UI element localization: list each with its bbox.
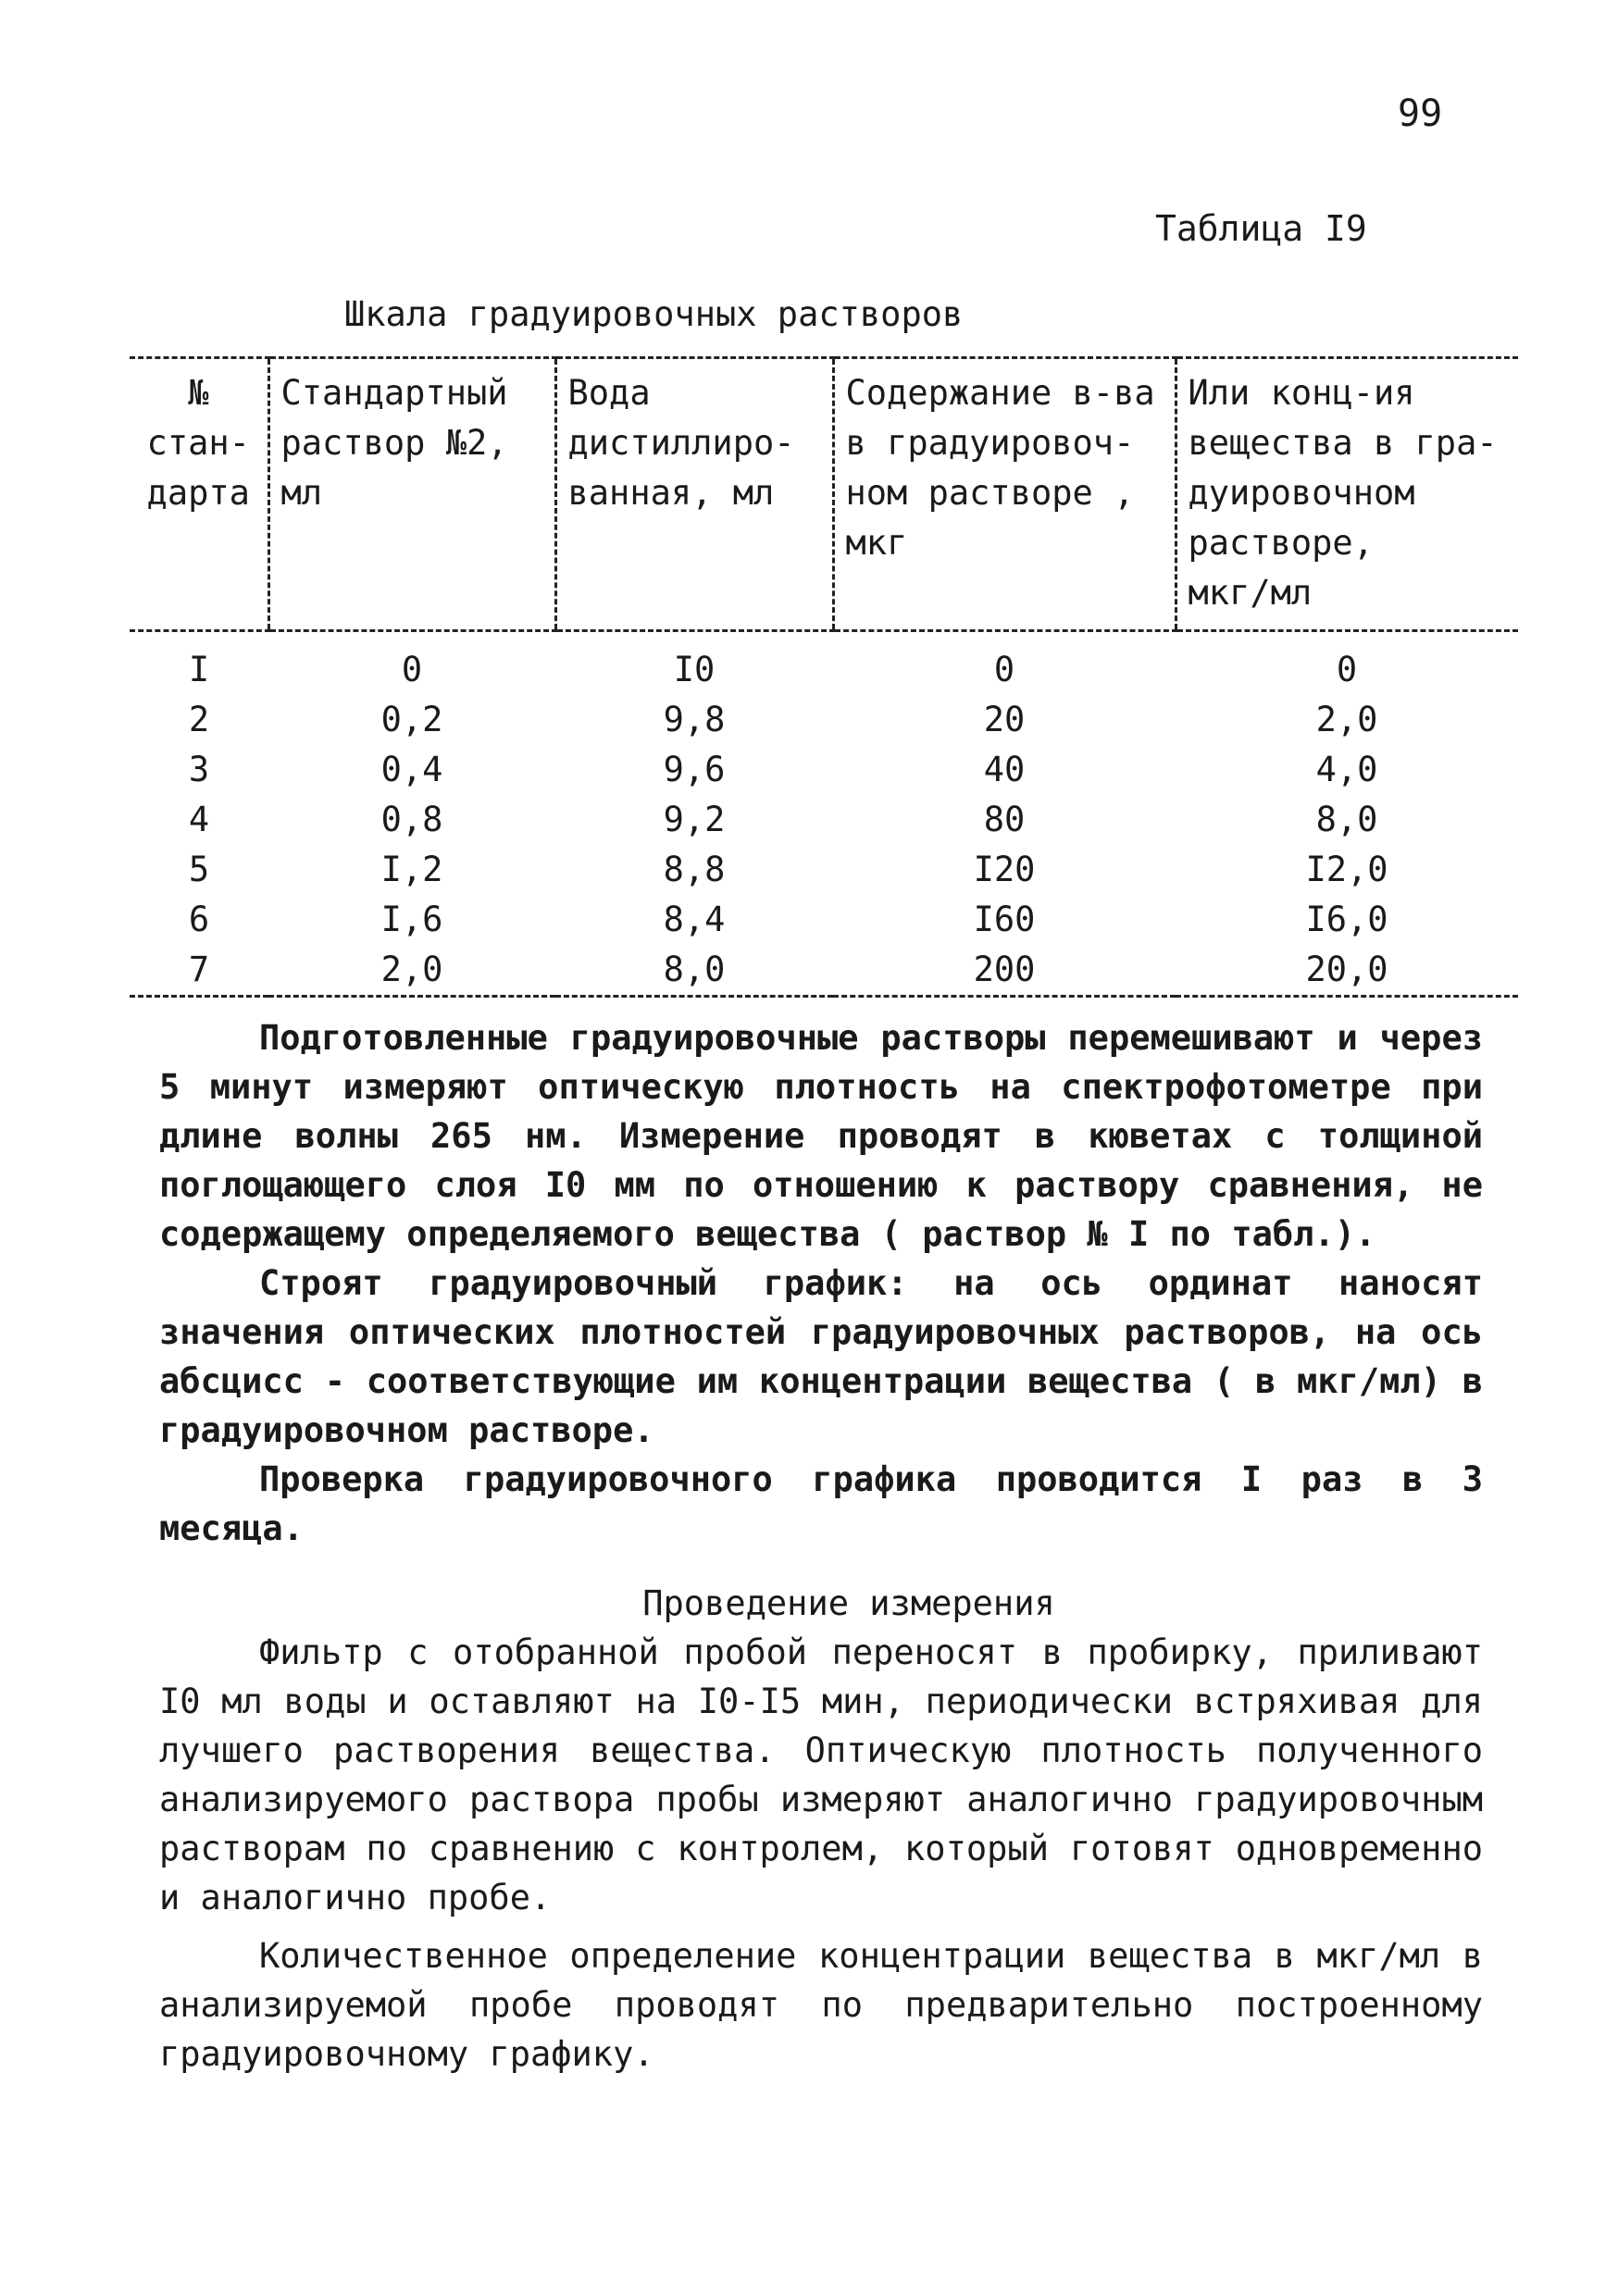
table-header-row xyxy=(130,358,1518,631)
table-cell: I,2 xyxy=(380,850,443,889)
table-cell: 40 xyxy=(983,750,1026,789)
table-cell: 200 xyxy=(833,945,1176,997)
table-cell: 0 xyxy=(401,650,423,689)
table-row xyxy=(130,631,1518,696)
paragraph: Строят градуировочный график: на ось ординат наносят значения оптических плотностей градуировочных растворов, на ось абсцисс - соответствующие им концентрации вещества ( в мкг/мл) в градуировочном растворе. xyxy=(159,1263,1483,1450)
body-text xyxy=(159,1013,1483,2079)
header-concentration: Или конц-ия вещества в гра- дуировочном растворе, мкг/мл xyxy=(1176,358,1518,631)
paragraph: Количественное определение концентрации вещества в мкг/мл в анализируемой пробе проводят по предварительно построенному градуировочному графику. xyxy=(159,1936,1483,2074)
table-label: Таблица I9 xyxy=(1155,208,1367,249)
table-cell: I20 xyxy=(973,850,1036,889)
table-cell: 2,0 xyxy=(268,945,555,997)
table-row xyxy=(130,795,1518,845)
calibration-table xyxy=(130,356,1518,998)
table-cell: 3 xyxy=(188,750,210,789)
table-cell: 9,8 xyxy=(663,700,726,739)
table-cell: 0,2 xyxy=(380,700,443,739)
table-cell: 0,4 xyxy=(380,750,443,789)
table-cell: 8,8 xyxy=(663,850,726,889)
table-cell: 4 xyxy=(188,800,210,839)
table-cell: 5 xyxy=(188,850,210,889)
table-cell: 0,8 xyxy=(380,800,443,839)
table-cell: 20,0 xyxy=(1176,945,1518,997)
table-cell: 80 xyxy=(983,800,1026,839)
table-cell: 4,0 xyxy=(1315,750,1378,789)
page-number: 99 xyxy=(1398,93,1443,135)
table-row xyxy=(130,695,1518,745)
table-cell: 8,4 xyxy=(663,900,726,939)
table-cell: I2,0 xyxy=(1305,850,1388,889)
table-cell: I0 xyxy=(673,650,716,689)
paragraph: Фильтр с отобранной пробой переносят в пробирку, приливают I0 мл воды и оставляют на I0-I5 мин, периодически встряхивая для лучшего растворения вещества. Оптическую плотность полученного анализируемого раствора пробы измеряют аналогично градуировочным растворам по сравнению с контролем, который готовят одновременно и аналогично пробе. xyxy=(159,1632,1483,1917)
header-standard-number: № стан- дарта xyxy=(130,358,268,631)
table-cell: 2 xyxy=(188,700,210,739)
table-cell: 8,0 xyxy=(1315,800,1378,839)
table-cell: 9,6 xyxy=(663,750,726,789)
table-cell: 6 xyxy=(188,900,210,939)
table-row xyxy=(130,895,1518,945)
header-distilled-water: Вода дистиллиро- ванная, мл xyxy=(555,358,833,631)
table-cell: 9,2 xyxy=(663,800,726,839)
paragraph: Подготовленные градуировочные растворы перемешивают и через 5 минут измеряют оптическую плотность на спектрофотометре при длине волны 265 нм. Измерение проводят в кюветах с толщиной поглощающего слоя I0 мм по отношению к раствору сравнения, не содержащему определяемого вещества ( раствор № I по табл.). xyxy=(159,1018,1483,1254)
table-cell: I60 xyxy=(973,900,1036,939)
table-cell: 0 xyxy=(1336,650,1358,689)
table-cell: 2,0 xyxy=(1315,700,1378,739)
header-standard-solution: Стандартный раствор №2, мл xyxy=(268,358,555,631)
table-title: Шкала градуировочных растворов xyxy=(344,294,964,334)
table-row xyxy=(130,845,1518,895)
table-cell: I,6 xyxy=(380,900,443,939)
table-cell: 8,0 xyxy=(555,945,833,997)
table-row xyxy=(130,745,1518,795)
table-cell: 0 xyxy=(993,650,1015,689)
section-heading: Проведение измерения xyxy=(642,1583,1055,1623)
table-row xyxy=(130,945,1518,997)
paragraph: Проверка градуировочного графика проводится I раз в 3 месяца. xyxy=(159,1459,1483,1548)
table-cell: I6,0 xyxy=(1305,900,1388,939)
table-cell: 20 xyxy=(983,700,1026,739)
table-cell: I xyxy=(188,650,210,689)
table-cell: 7 xyxy=(130,945,268,997)
header-substance-content: Содержание в-ва в градуировоч- ном растворе , мкг xyxy=(833,358,1176,631)
